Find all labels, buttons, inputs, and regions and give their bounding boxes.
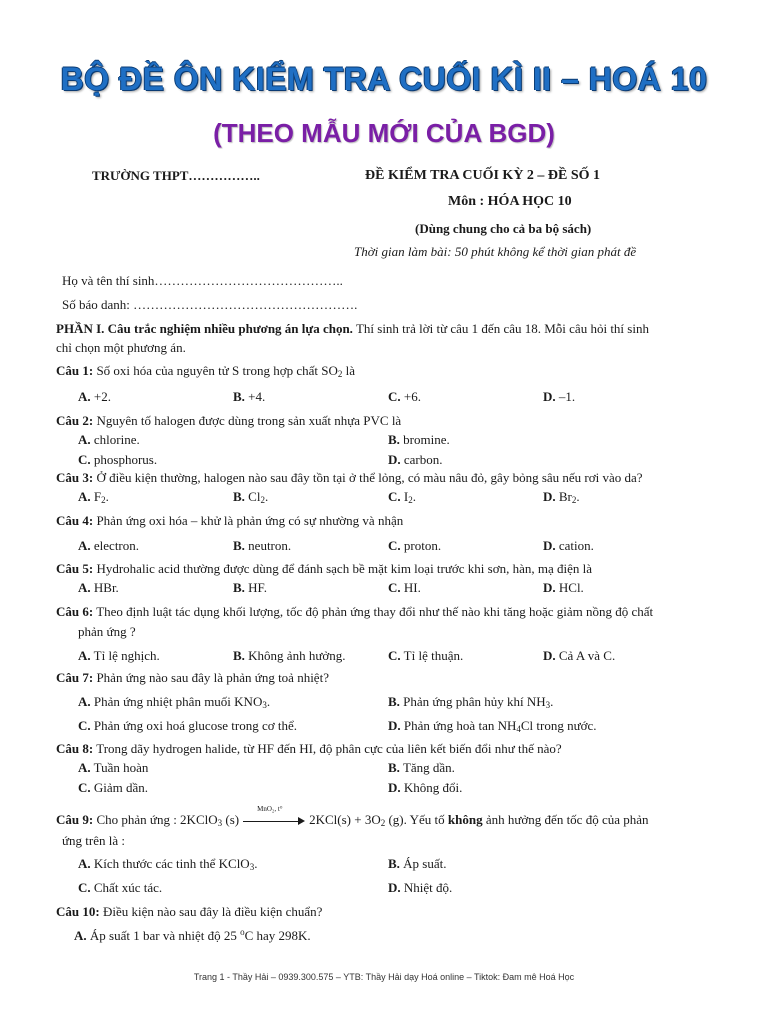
- q9-option-d[interactable]: D. Nhiệt độ.: [388, 880, 453, 895]
- question-9-cont: ứng trên là :: [62, 833, 126, 848]
- question-4: Câu 4: Phản ứng oxi hóa – khử là phản ứng có sự nhường và nhận: [56, 513, 404, 528]
- q1-option-a[interactable]: A. +2.: [78, 389, 111, 404]
- banner-subtitle: (THEO MẪU MỚI CỦA BGD): [213, 118, 555, 148]
- q9-option-c[interactable]: C. Chất xúc tác.: [78, 880, 163, 895]
- question-2: Câu 2: Nguyên tố halogen được dùng trong sản xuất nhựa PVC là: [56, 413, 402, 428]
- q6-option-b[interactable]: B. Không ảnh hưởng.: [233, 648, 346, 663]
- q8-option-a[interactable]: A. Tuần hoàn: [78, 760, 149, 775]
- q2-option-c[interactable]: C. phosphorus.: [78, 452, 158, 467]
- q5-option-b[interactable]: B. HF.: [233, 580, 267, 595]
- part1-line1: [56, 321, 649, 337]
- q2-option-d[interactable]: D. carbon.: [388, 452, 443, 467]
- student-name-line: Họ và tên thí sinh……………………………………..: [62, 273, 343, 288]
- q8-option-d[interactable]: D. Không đổi.: [388, 780, 463, 795]
- question-3: Câu 3: Ở điều kiện thường, halogen nào sau đây tồn tại ở thể lỏng, có màu nâu đỏ, gây bỏng sâu nếu rơi vào da?: [56, 470, 643, 485]
- question-6-cont: phản ứng ?: [78, 624, 136, 639]
- time-limit: Thời gian làm bài: 50 phút không kể thời gian phát đề: [354, 244, 637, 259]
- q2-option-a[interactable]: A. chlorine.: [78, 432, 140, 447]
- part1-heading: PHẦN I. Câu trắc nghiệm nhiều phương án lựa chọn.: [56, 321, 353, 336]
- q3-option-b[interactable]: B. $Cl_2$.: [233, 489, 269, 505]
- part1-instruction-1: Thí sinh trả lời từ câu 1 đến câu 18. Mỗi câu hỏi thí sinh: [355, 321, 649, 336]
- q4-option-a[interactable]: A. electron.: [78, 538, 140, 553]
- q7-option-c[interactable]: C. Phản ứng oxi hoá glucose trong cơ thể.: [78, 718, 297, 733]
- q9-option-b[interactable]: B. Áp suất.: [388, 856, 447, 871]
- q6-option-c[interactable]: C. Tỉ lệ thuận.: [388, 648, 464, 663]
- q5-option-d[interactable]: D. HCl.: [543, 580, 584, 595]
- q2-option-b[interactable]: B. bromine.: [388, 432, 450, 447]
- q6-option-a[interactable]: A. Tỉ lệ nghịch.: [78, 648, 160, 663]
- question-6: Câu 6: Theo định luật tác dụng khối lượng, tốc độ phản ứng thay đổi như thế nào khi tăng hoặc giảm nồng độ chất: [56, 604, 654, 619]
- q4-option-d[interactable]: D. cation.: [543, 538, 594, 553]
- q6-option-d[interactable]: D. Cả A và C.: [543, 648, 616, 663]
- q8-option-b[interactable]: B. Tăng dần.: [388, 760, 455, 775]
- q3-option-c[interactable]: C. $I_2$.: [388, 489, 416, 505]
- part1-instruction-2: chỉ chọn một phương án.: [56, 340, 186, 355]
- student-id-line: Số báo danh: …………………………………………….: [62, 297, 358, 312]
- question-5: Câu 5: Hydrohalic acid thường được dùng để đánh sạch bề mặt kim loại trước khi sơn, hàn, mạ điện là: [56, 561, 593, 576]
- q3-option-a[interactable]: A. $F_2$.: [78, 489, 109, 505]
- shared-note: (Dùng chung cho cả ba bộ sách): [415, 221, 592, 236]
- banner-title: BỘ ĐỀ ÔN KIỂM TRA CUỐI KÌ II – HOÁ 10: [60, 61, 708, 97]
- q7-option-b[interactable]: B. Phản ứng phân hủy khí $NH_3$.: [388, 694, 554, 710]
- q7-option-d[interactable]: D. Phản ứng hoà $\tan NH_4Cl$ trong nước.: [388, 718, 597, 734]
- question-1: Câu 1: Số oxi hóa của nguyên tử S trong hợp chất $SO_2$ là: [56, 363, 355, 379]
- q9-option-a[interactable]: A. Kích thước các tinh thể KClO$_3$.: [78, 856, 258, 872]
- q10-option-a[interactable]: A. Áp suất 1 bar và nhiệt độ 25 $^o$C hay 298K.: [74, 927, 311, 943]
- q7-option-a[interactable]: A. Phản ứng nhiệt phân muối $KNO_3$.: [78, 694, 271, 710]
- question-10: Câu 10: Điều kiện nào sau đây là điều kiện chuẩn?: [56, 904, 323, 919]
- q1-option-b[interactable]: B. +4.: [233, 389, 266, 404]
- q5-option-a[interactable]: A. HBr.: [78, 580, 119, 595]
- question-9: Câu 9: Cho phản ứng : 2KClO$_3$ (s) MnO₂, t° $2KCl(s) + 3O_2$ (g). Yếu tố không ảnh hưởng đến tốc độ của phản: [56, 805, 649, 828]
- page-footer: Trang 1 - Thầy Hải – 0939.300.575 – YTB: Thầy Hải dạy Hoá online – Tiktok: Đam mê Hoá Học: [193, 972, 575, 982]
- school-name: TRƯỜNG THPT……………..: [92, 168, 260, 183]
- reaction-arrow-icon: MnO₂, t°: [243, 815, 305, 827]
- q8-option-c[interactable]: C. Giảm dần.: [78, 780, 149, 795]
- q4-option-c[interactable]: C. proton.: [388, 538, 442, 553]
- q4-option-b[interactable]: B. neutron.: [233, 538, 292, 553]
- q5-option-c[interactable]: C. HI.: [388, 580, 421, 595]
- question-7: Câu 7: Phản ứng nào sau đây là phản ứng toả nhiệt?: [56, 670, 329, 685]
- question-8: Câu 8: Trong dãy hydrogen halide, từ HF đến HI, độ phân cực của liên kết biến đổi như thế nào?: [56, 741, 562, 756]
- exam-title: ĐỀ KIỂM TRA CUỐI KỲ 2 – ĐỀ SỐ 1: [365, 168, 601, 183]
- subject: Môn : HÓA HỌC 10: [448, 194, 572, 209]
- q1-option-c[interactable]: C. +6.: [388, 389, 421, 404]
- q1-option-d[interactable]: D. –1.: [543, 389, 576, 404]
- q3-option-d[interactable]: D. $Br_2$.: [543, 489, 580, 505]
